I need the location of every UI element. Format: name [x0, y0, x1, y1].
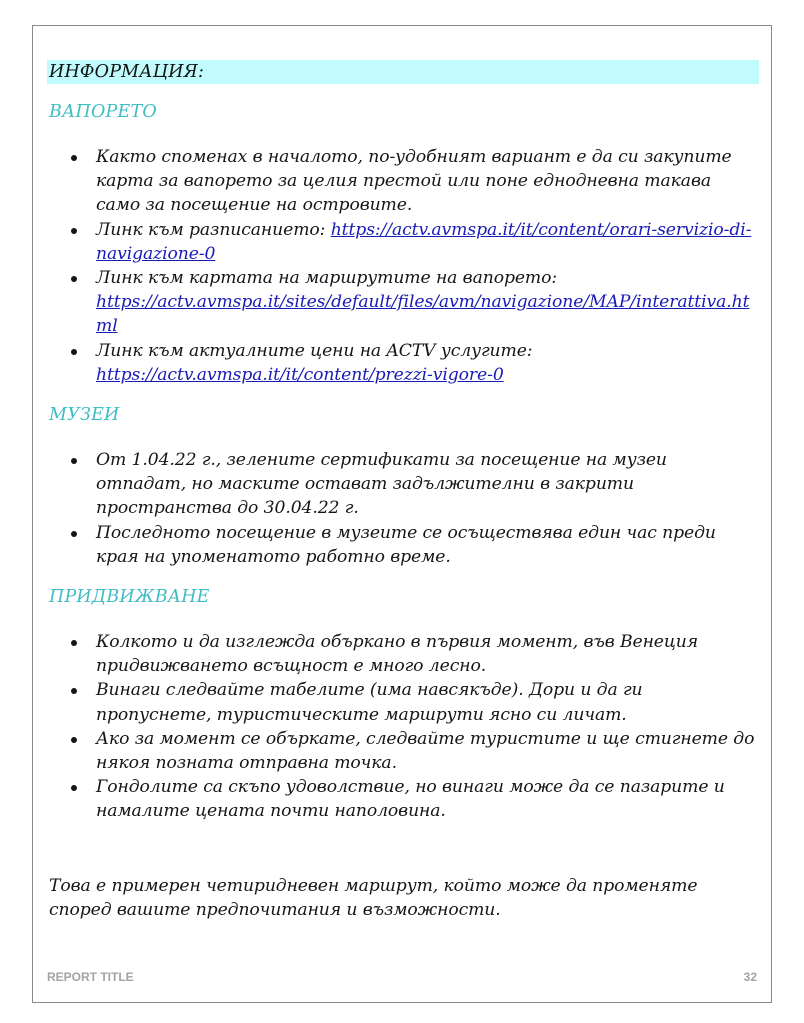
page-number: 32: [743, 970, 757, 984]
section-heading-museums: МУЗЕИ: [49, 405, 120, 426]
list-item: [69, 339, 759, 387]
list-item: [69, 266, 759, 339]
list-item-text: Последното посещение в музеите се осъществява един час преди края на упоменатото работно време.: [96, 522, 716, 567]
list-item-text: Колкото и да изглежда объркано в първия момент, във Венеция придвижването всъщност е много лесно.: [96, 632, 699, 677]
list-item-text: Линк към актуалните цени на ACTV услугите:: [96, 340, 533, 361]
bullet-icon: [71, 228, 77, 234]
list-item-text: От 1.04.22 г., зелените сертификати за посещение на музеи отпадат, но маските остават задължителни в закрити пространства до 30.04.22 г.: [96, 450, 667, 519]
list-item: [69, 678, 759, 726]
list-item-text: Ако за момент се объркате, следвайте туристите и ще стигнете до някоя позната отправна точка.: [96, 728, 755, 774]
list-item-text: Както споменах в началото, по-удобният вариант е да си закупите карта за вапорето за целия престой или поне еднодневна такава само за посещение на островите.: [96, 147, 732, 216]
bullet-icon: [71, 640, 77, 646]
bullet-icon: [71, 688, 77, 694]
bullet-icon: [71, 785, 77, 791]
museums-list: [47, 448, 759, 569]
list-item: [69, 145, 759, 218]
bullet-icon: [71, 155, 77, 161]
list-item: [69, 448, 759, 521]
list-item-text: Линк към разписанието:: [96, 219, 331, 240]
getting-around-list: [47, 630, 759, 824]
route-map-link[interactable]: https://actv.avmspa.it/sites/default/files/avm/navigazione/MAP/interattiva.html: [96, 292, 750, 337]
document-page: [32, 25, 772, 1003]
vaporetto-list: [47, 145, 759, 387]
schedule-link[interactable]: https://actv.avmspa.it/it/content/orari-servizio-di-navigazione-0: [96, 219, 752, 264]
bullet-icon: [71, 531, 77, 537]
bullet-icon: [71, 276, 77, 282]
list-item: [69, 630, 759, 678]
page-content: [47, 60, 759, 922]
page-footer: [47, 970, 757, 984]
info-heading: ИНФОРМАЦИЯ:: [47, 60, 759, 84]
list-item-text: Линк към картата на маршрутите на вапорето:: [96, 268, 558, 289]
bullet-icon: [71, 458, 77, 464]
list-item-text: Винаги следвайте табелите (има навсякъде). Дори и да ги пропуснете, туристическите маршрути ясно си личат.: [96, 680, 643, 725]
list-item: [69, 218, 759, 266]
section-heading-vaporetto: ВАПОРЕТО: [49, 102, 157, 122]
list-item: [69, 727, 759, 775]
bullet-icon: [71, 737, 77, 743]
report-title: REPORT TITLE: [47, 970, 134, 984]
prices-link[interactable]: https://actv.avmspa.it/it/content/prezzi-vigore-0: [96, 364, 504, 385]
bullet-icon: [71, 349, 77, 355]
list-item: [69, 521, 759, 569]
section-heading-getting-around: ПРИДВИЖВАНЕ: [49, 587, 210, 608]
list-item-text: Гондолите са скъпо удоволствие, но винаги може да се пазарите и намалите цената почти наполовина.: [96, 777, 725, 822]
list-item: [69, 775, 759, 823]
closing-paragraph: Това е примерен четиридневен маршрут, който може да променяте според вашите предпочитания и възможности.: [49, 875, 698, 920]
